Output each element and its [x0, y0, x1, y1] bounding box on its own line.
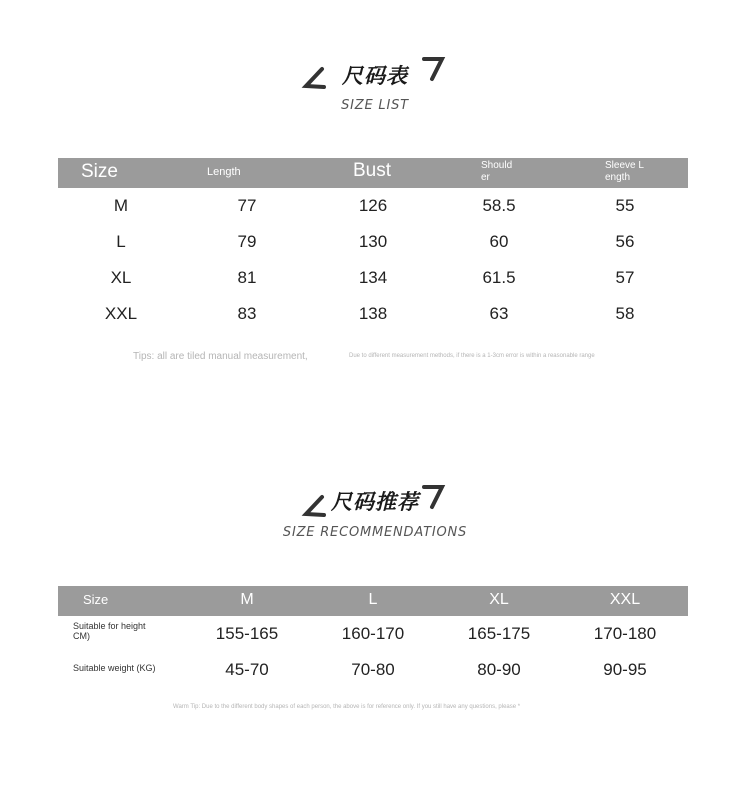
size-rec-header-xl: XL — [489, 591, 509, 608]
size-list-header-size: Size — [81, 161, 118, 182]
cell-weight-m: 45-70 — [225, 660, 269, 679]
size-list-heading — [0, 60, 750, 113]
size-list-header-bar — [58, 158, 688, 188]
size-rec-header-size: Size — [83, 592, 109, 607]
size-list-header-sleeve: Sleeve L ength — [605, 160, 644, 183]
size-rec-tip: Warm Tip: Due to the different body shapes of each person, the above is for reference only. If you still have any questions, please * — [173, 704, 521, 710]
size-list-tip-left: Tips: all are tiled manual measurement, — [133, 351, 308, 362]
cell-weight-xxl: 90-95 — [603, 660, 647, 679]
cell-bust: 134 — [358, 268, 388, 287]
size-rec-header-bar — [58, 586, 688, 616]
cell-shoulder: 63 — [489, 304, 509, 323]
cell-shoulder: 58.5 — [482, 196, 516, 215]
cell-weight-l: 70-80 — [351, 660, 395, 679]
cell-length: 83 — [237, 304, 257, 323]
cell-shoulder: 60 — [489, 232, 509, 251]
size-list-tip-right: Due to different measurement methods, if there is a 1-3cm error is within a reasonable range — [349, 353, 595, 359]
size-rec-header-m: M — [240, 591, 254, 608]
cell-height-m: 155-165 — [215, 624, 279, 643]
cell-height-l: 160-170 — [341, 624, 405, 643]
size-rec-title-cn: 尺码推荐 — [331, 490, 419, 514]
row-label-weight: Suitable weight (KG) — [73, 663, 156, 673]
size-rec-heading — [0, 486, 750, 540]
cell-height-xxl: 170-180 — [593, 624, 657, 643]
size-rec-header-xxl: XXL — [609, 591, 641, 608]
cell-size: L — [116, 232, 126, 251]
cell-size: XXL — [104, 304, 138, 323]
cell-length: 77 — [237, 196, 257, 215]
row-label-height: Suitable for height CM) — [73, 621, 146, 641]
cell-size: M — [113, 196, 129, 215]
cell-sleeve: 58 — [615, 304, 635, 323]
cell-sleeve: 57 — [615, 268, 635, 287]
size-list-title-cn: 尺码表 — [342, 64, 408, 88]
cell-sleeve: 56 — [615, 232, 635, 251]
size-rec-title-en: SIZE RECOMMENDATIONS — [282, 525, 468, 540]
size-list-header-shoulder: Should er — [481, 160, 513, 183]
size-list-header-bust: Bust — [353, 160, 392, 181]
cell-bust: 138 — [358, 304, 388, 323]
size-list-title-en: SIZE LIST — [341, 98, 409, 113]
cell-bust: 130 — [358, 232, 388, 251]
cell-height-xl: 165-175 — [467, 624, 531, 643]
cell-bust: 126 — [358, 196, 388, 215]
cell-size: XL — [110, 268, 132, 287]
cell-sleeve: 55 — [615, 196, 635, 215]
cell-length: 81 — [237, 268, 257, 287]
size-list-header-length: Length — [207, 166, 241, 178]
cell-weight-xl: 80-90 — [477, 660, 521, 679]
cell-length: 79 — [237, 232, 257, 251]
cell-shoulder: 61.5 — [482, 268, 516, 287]
size-rec-header-l: L — [368, 591, 378, 608]
